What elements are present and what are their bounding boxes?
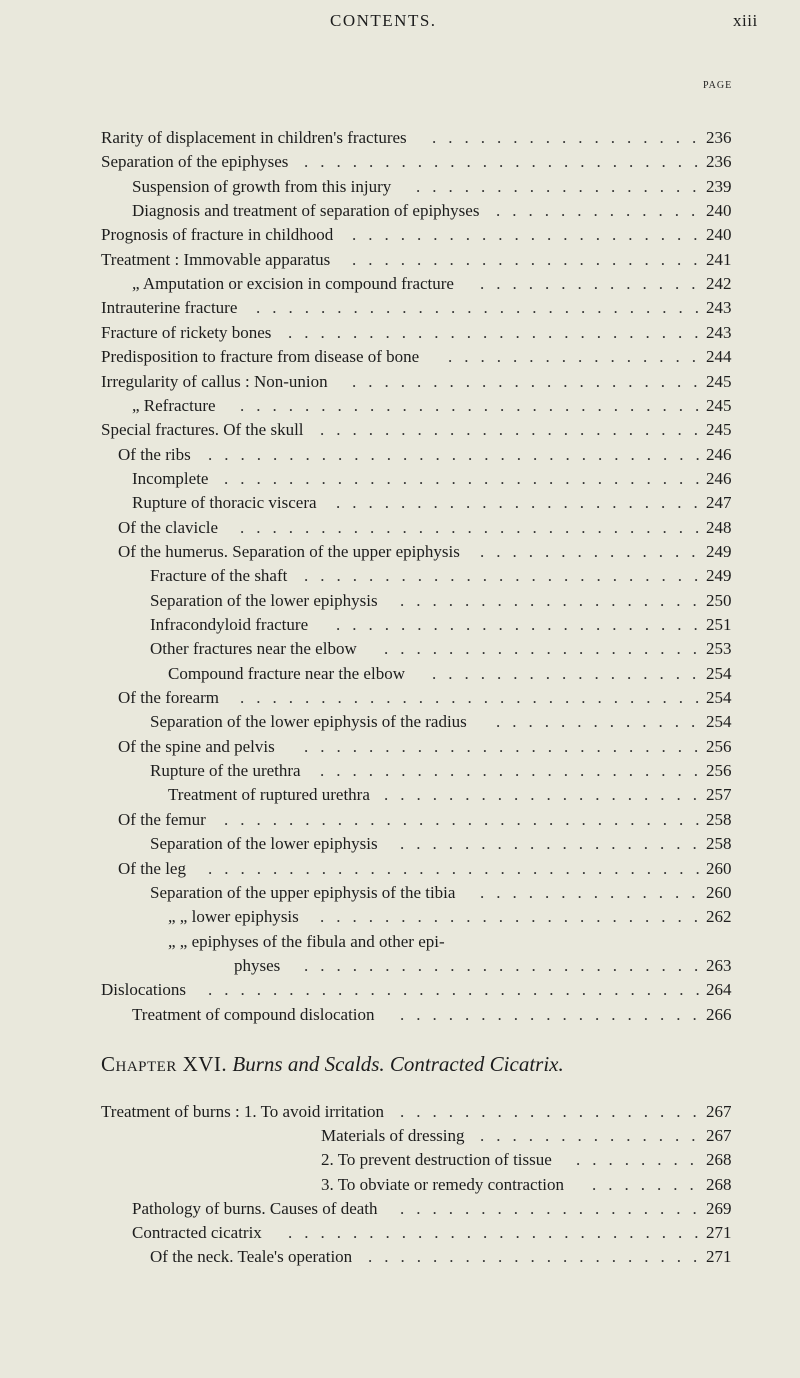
toc-entry-title: Of the humerus. Separation of the upper epiphysis — [118, 541, 460, 561]
toc-entry-page: 249 — [706, 541, 732, 561]
dot-leader: ...................... — [352, 249, 710, 269]
dot-leader: ............................... — [208, 444, 712, 464]
toc-entry-page: 269 — [706, 1198, 732, 1218]
toc-entry-title: „ Refracture — [132, 395, 216, 415]
toc-entry-title: Fracture of the shaft — [150, 566, 288, 586]
toc-entry — [0, 1221, 800, 1245]
toc-entry-title: Of the neck. Teale's operation — [150, 1247, 353, 1267]
toc-entry — [0, 345, 800, 369]
toc-entry-page: 246 — [706, 444, 732, 464]
toc-entry-title: Of the clavicle — [118, 517, 219, 537]
toc-entry — [0, 905, 800, 929]
toc-entry-page: 254 — [706, 663, 732, 683]
toc-entry-page: 240 — [706, 225, 732, 245]
dot-leader: .............. — [480, 541, 708, 561]
toc-entry-title: Rupture of the urethra — [150, 761, 301, 781]
toc-entry-title: Infracondyloid fracture — [150, 615, 309, 634]
toc-entry — [0, 1100, 800, 1124]
toc-entry-page: 236 — [706, 128, 732, 147]
dot-leader: ............................. — [240, 395, 712, 415]
toc-entry — [0, 175, 800, 199]
dot-leader: .............................. — [224, 468, 712, 488]
dot-leader: .......................... — [288, 322, 711, 342]
toc-entry-page: 236 — [706, 152, 732, 172]
dot-leader: ......................... — [304, 566, 711, 586]
toc-entry-title: physes — [234, 955, 281, 975]
dot-leader: .............. — [480, 274, 708, 294]
toc-entry-title: Of the leg — [118, 858, 186, 878]
toc-entry-page: 243 — [706, 298, 732, 318]
toc-entry-page: 247 — [706, 493, 732, 513]
toc-entry — [0, 978, 800, 1002]
toc-entry-page: 256 — [706, 761, 732, 781]
toc-entry — [0, 248, 800, 272]
toc-entry — [0, 613, 800, 637]
toc-entry — [0, 540, 800, 564]
dot-leader: .......................... — [288, 1223, 711, 1242]
toc-entry-title: Of the spine and pelvis — [118, 736, 275, 756]
toc-entry-page: 268 — [706, 1174, 732, 1194]
dot-leader: ............................... — [208, 858, 712, 878]
toc-entry — [0, 321, 800, 345]
toc-entry-page: 258 — [706, 834, 732, 854]
running-head — [0, 11, 800, 33]
toc-entry — [0, 930, 800, 954]
toc-entry-page: 241 — [706, 249, 732, 269]
toc-entry-page: 240 — [706, 201, 732, 221]
dot-leader: ................... — [400, 1102, 709, 1121]
toc-entry-title: Dislocations — [101, 980, 186, 1000]
toc-entry-title: Predisposition to fracture from disease of bone — [101, 347, 420, 367]
toc-entry-page: 271 — [706, 1247, 732, 1267]
folio-page-number: xiii — [733, 11, 758, 30]
toc-entry-page: 260 — [706, 882, 732, 902]
chapter-heading — [101, 1052, 564, 1077]
toc-entry-title: Prognosis of fracture in childhood — [101, 225, 334, 245]
dot-leader: .............................. — [224, 809, 712, 829]
toc-entry-title: Incomplete — [132, 468, 209, 488]
toc-entry-title: „ „ lower epiphysis — [168, 907, 299, 927]
toc-entry-title: Special fractures. Of the skull — [101, 420, 304, 440]
dot-leader: .................... — [384, 639, 709, 659]
toc-entry-page: 246 — [706, 468, 732, 488]
page-column-label: PAGE — [703, 80, 733, 91]
dot-leader: ................... — [400, 1198, 709, 1218]
dot-leader: ................. — [432, 128, 709, 147]
toc-entry-title: „ Amputation or excision in compound fracture — [132, 274, 454, 294]
toc-entry-title: Fracture of rickety bones — [101, 322, 272, 342]
dot-leader: ................ — [448, 347, 708, 367]
toc-entry-page: 267 — [706, 1126, 732, 1146]
toc-entry-title: Irregularity of callus : Non-union — [101, 371, 328, 391]
dot-leader: ............................... — [208, 980, 712, 1000]
toc-entry — [0, 418, 800, 442]
toc-entry-page: 268 — [706, 1150, 732, 1170]
toc-entry — [0, 589, 800, 613]
toc-entry-title: 3. To obviate or remedy contraction — [321, 1174, 565, 1194]
toc-entry — [0, 443, 800, 467]
toc-entry-page: 258 — [706, 809, 732, 829]
toc-entry-title: Treatment of burns : 1. To avoid irritation — [101, 1102, 385, 1121]
dot-leader: ................... — [400, 834, 709, 854]
dot-leader: ................... — [400, 1004, 709, 1024]
toc-entry — [0, 564, 800, 588]
dot-leader: .................... — [384, 785, 709, 805]
dot-leader: ....................... — [336, 615, 710, 634]
toc-entry-page: 262 — [706, 907, 732, 927]
toc-entry — [0, 516, 800, 540]
toc-entry-title: Materials of dressing — [321, 1126, 465, 1146]
toc-entry — [0, 1003, 800, 1027]
toc-entry-page: 248 — [706, 517, 732, 537]
toc-entry-page: 264 — [706, 980, 732, 1000]
toc-entry-title: Suspension of growth from this injury — [132, 176, 392, 196]
toc-entry-title: Separation of the epiphyses — [101, 152, 289, 172]
toc-entry — [0, 686, 800, 710]
toc-entry — [0, 1245, 800, 1269]
toc-entry-title: Separation of the lower epiphysis — [150, 590, 378, 610]
toc-entry — [0, 199, 800, 223]
dot-leader: .............. — [480, 882, 708, 902]
toc-entry-title: Pathology of burns. Causes of death — [132, 1198, 378, 1218]
toc-entry — [0, 394, 800, 418]
dot-leader: ............. — [496, 201, 708, 221]
toc-entry — [0, 1124, 800, 1148]
toc-entry — [0, 735, 800, 759]
toc-entry — [0, 467, 800, 491]
toc-entry — [0, 637, 800, 661]
toc-entry-title: Of the forearm — [118, 688, 220, 708]
toc-entry-page: 254 — [706, 712, 732, 732]
toc-entry — [0, 272, 800, 296]
dot-leader: ..................... — [368, 1247, 710, 1267]
toc-entry — [0, 1197, 800, 1221]
dot-leader: ........................ — [320, 761, 710, 781]
toc-entry-title: Contracted cicatrix — [132, 1223, 262, 1242]
chapter-title: Burns and Scalds. Contracted Cicatrix. — [232, 1052, 564, 1076]
dot-leader: ................. — [432, 663, 709, 683]
toc-entry — [0, 150, 800, 174]
toc-entry-title: Treatment of ruptured urethra — [168, 785, 370, 805]
toc-entry-title: Other fractures near the elbow — [150, 639, 357, 659]
toc-entry — [0, 223, 800, 247]
toc-entry-title: 2. To prevent destruction of tissue — [321, 1150, 552, 1170]
toc-entry-page: 245 — [706, 395, 732, 415]
toc-entry-page: 250 — [706, 590, 732, 610]
running-title: CONTENTS. — [330, 11, 437, 30]
toc-entry — [0, 783, 800, 807]
toc-entry-title: Rupture of thoracic viscera — [132, 493, 317, 513]
toc-entry — [0, 1148, 800, 1172]
toc-entry — [0, 710, 800, 734]
dot-leader: ............................. — [240, 688, 712, 708]
toc-entry-page: 254 — [706, 688, 732, 708]
toc-entry-title: „ „ epiphyses of the fibula and other epi- — [168, 931, 445, 951]
chapter-label: Chapter XVI. — [101, 1052, 228, 1076]
toc-entry-page: 244 — [706, 347, 732, 367]
dot-leader: ......................... — [304, 955, 711, 975]
dot-leader: ......................... — [304, 736, 711, 756]
toc-entry-page: 256 — [706, 736, 732, 756]
toc-entry-title: Separation of the lower epiphysis — [150, 834, 378, 854]
toc-entry-page: 266 — [706, 1004, 732, 1024]
toc-entry — [0, 296, 800, 320]
toc-entry — [0, 370, 800, 394]
toc-entry — [0, 808, 800, 832]
toc-entry-title: Treatment of compound dislocation — [132, 1004, 375, 1024]
dot-leader: ........................ — [320, 420, 710, 440]
toc-entry-title: Rarity of displacement in children's fractures — [101, 128, 407, 147]
toc-entry-title: Of the femur — [118, 809, 206, 829]
toc-entry — [0, 759, 800, 783]
toc-entry — [0, 1173, 800, 1197]
toc-entry-title: Of the ribs — [118, 444, 191, 464]
toc-entry-page: 257 — [706, 785, 732, 805]
toc-entry-page: 271 — [706, 1223, 732, 1242]
dot-leader: ...................... — [352, 225, 710, 245]
dot-leader: ....... — [592, 1174, 706, 1194]
toc-entry-page: 249 — [706, 566, 732, 586]
toc-entry-page: 251 — [706, 615, 732, 634]
toc-entry — [0, 662, 800, 686]
toc-entry-title: Separation of the upper epiphysis of the tibia — [150, 882, 456, 902]
toc-entry — [0, 126, 800, 150]
toc-entry — [0, 954, 800, 978]
dot-leader: ....................... — [336, 493, 710, 513]
toc-entry-title: Diagnosis and treatment of separation of epiphyses — [132, 201, 480, 221]
toc-entry-page: 243 — [706, 322, 732, 342]
toc-entry-page: 239 — [706, 176, 732, 196]
toc-entry-page: 263 — [706, 955, 732, 975]
toc-entry-page: 245 — [706, 420, 732, 440]
toc-entry-page: 245 — [706, 371, 732, 391]
toc-entry-page: 253 — [706, 639, 732, 659]
dot-leader: ........ — [576, 1150, 706, 1170]
toc-entry-title: Treatment : Immovable apparatus — [101, 249, 331, 269]
toc-entry-page: 242 — [706, 274, 732, 294]
toc-entry-title: Separation of the lower epiphysis of the radius — [150, 712, 467, 732]
dot-leader: ............................. — [240, 517, 712, 537]
toc-entry — [0, 857, 800, 881]
toc-entry-title: Compound fracture near the elbow — [168, 663, 405, 683]
dot-leader: .................. — [416, 176, 709, 196]
dot-leader: .............. — [480, 1126, 708, 1146]
toc-entry — [0, 832, 800, 856]
dot-leader: ............................ — [256, 298, 711, 318]
toc-entry — [0, 491, 800, 515]
dot-leader: ........................ — [320, 907, 710, 927]
dot-leader: ............. — [496, 712, 708, 732]
toc-entry-title: Intrauterine fracture — [101, 298, 238, 318]
toc-entry-page: 260 — [706, 858, 732, 878]
toc-entry-page: 267 — [706, 1102, 732, 1121]
toc-entry — [0, 881, 800, 905]
dot-leader: ......................... — [304, 152, 711, 172]
dot-leader: ................... — [400, 590, 709, 610]
dot-leader: ...................... — [352, 371, 710, 391]
